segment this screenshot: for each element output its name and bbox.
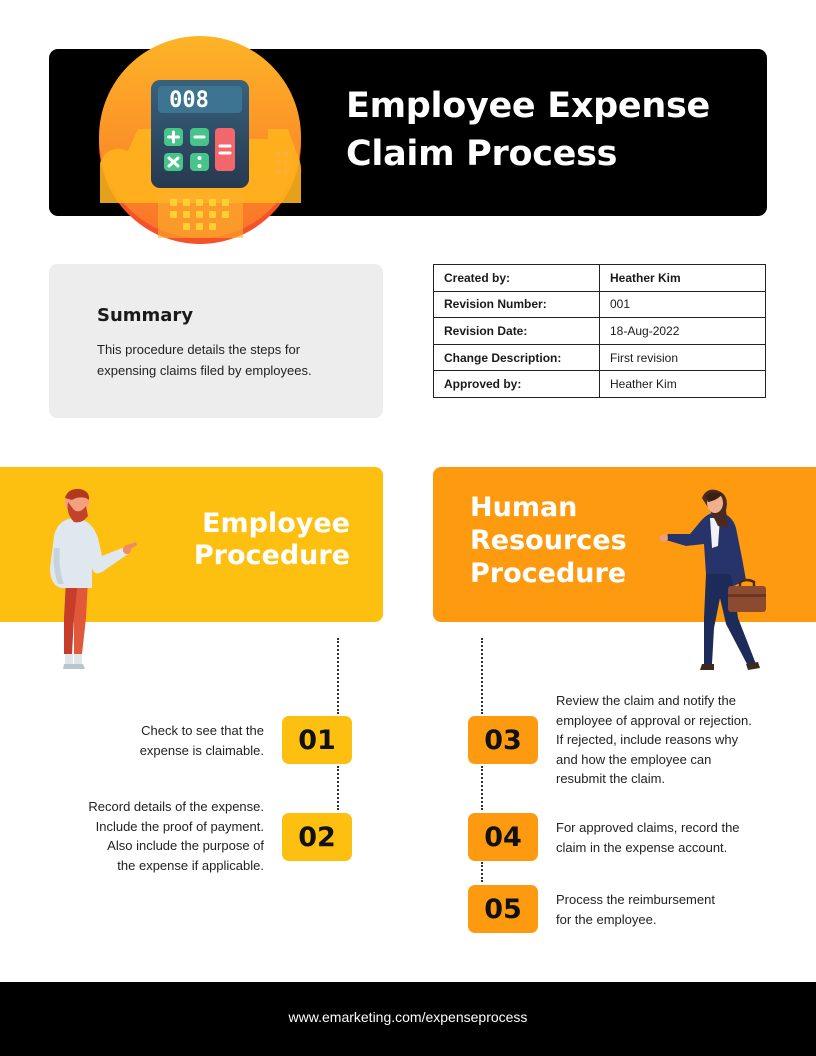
step-text-line: Also include the purpose of xyxy=(107,838,264,854)
page-title-line-1: Employee Expense xyxy=(346,86,710,126)
table-value: 18-Aug-2022 xyxy=(600,318,766,345)
table-row xyxy=(434,265,766,292)
step-badge-02: 02 xyxy=(282,813,352,861)
table-label: Created by: xyxy=(434,265,600,292)
summary-text: This procedure details the steps for expensing claims filed by employees. xyxy=(97,342,312,378)
step-badge-01: 01 xyxy=(282,716,352,764)
step-text-line: Review the claim and notify the xyxy=(556,693,736,708)
step-badge-04: 04 xyxy=(468,813,538,861)
dotted-connector xyxy=(481,638,483,714)
step-text-line: Process the reimbursement xyxy=(556,892,715,907)
page-title xyxy=(346,82,766,178)
step-text-04 xyxy=(556,818,740,857)
hr-title-line-3: Procedure xyxy=(470,558,627,589)
table-row xyxy=(434,318,766,345)
table-row xyxy=(434,344,766,371)
step-text-line: employee of approval or rejection. xyxy=(556,712,752,728)
table-value: Heather Kim xyxy=(600,265,766,292)
step-text-line: and how the employee can xyxy=(556,751,712,767)
calculator-icon xyxy=(98,33,303,245)
step-text-03 xyxy=(556,691,752,789)
calculator-display: 008 xyxy=(169,88,209,113)
table-value: Heather Kim xyxy=(600,371,766,398)
step-text-line: resubmit the claim. xyxy=(556,771,666,787)
footer-url: www.emarketing.com/expenseprocess xyxy=(288,1009,528,1025)
table-value: First revision xyxy=(600,344,766,371)
step-text-line: for the employee. xyxy=(556,911,657,927)
step-text-line: the expense if applicable. xyxy=(117,857,264,873)
woman-with-briefcase-illustration xyxy=(656,488,770,672)
table-value: 001 xyxy=(600,291,766,318)
step-badge-05: 05 xyxy=(468,885,538,933)
table-label: Approved by: xyxy=(434,371,600,398)
step-text-line: For approved claims, record the xyxy=(556,820,740,835)
summary-title: Summary xyxy=(97,305,194,326)
dotted-connector xyxy=(481,766,483,810)
step-text-line: expense is claimable. xyxy=(139,742,264,758)
step-text-line: If rejected, include reasons why xyxy=(556,732,739,748)
step-badge-03: 03 xyxy=(468,716,538,764)
step-text-line: Include the proof of payment. xyxy=(95,818,264,834)
table-row xyxy=(434,291,766,318)
step-text-01 xyxy=(140,721,264,760)
employee-title-line-2: Procedure xyxy=(193,540,350,571)
employee-title-line-1: Employee xyxy=(202,508,350,539)
dotted-connector xyxy=(481,862,483,882)
table-label: Revision Date: xyxy=(434,318,600,345)
dotted-connector xyxy=(337,766,339,810)
man-pointing-illustration xyxy=(44,488,144,672)
revision-table xyxy=(433,264,766,398)
employee-procedure-title xyxy=(194,508,350,572)
dotted-connector xyxy=(337,638,339,714)
hr-title-line-1: Human xyxy=(470,492,578,523)
table-row xyxy=(434,371,766,398)
page-title-line-2: Claim Process xyxy=(346,134,618,174)
table-label: Change Description: xyxy=(434,344,600,371)
table-label: Revision Number: xyxy=(434,291,600,318)
step-text-line: Check to see that the xyxy=(141,723,264,738)
step-text-05 xyxy=(556,890,715,929)
step-text-line: claim in the expense account. xyxy=(556,839,728,855)
step-text-line: Record details of the expense. xyxy=(88,799,264,814)
hr-title-line-2: Resources xyxy=(470,525,627,556)
hr-procedure-title xyxy=(470,491,627,590)
step-text-02 xyxy=(88,797,264,875)
